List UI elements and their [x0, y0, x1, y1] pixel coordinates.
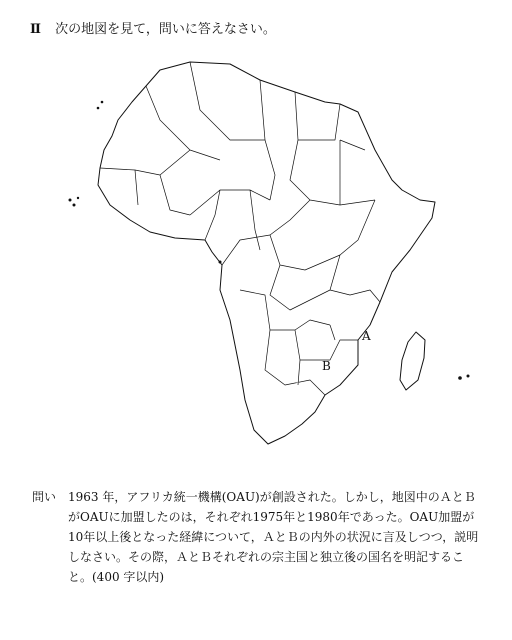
question-text: [68, 487, 482, 587]
question-line: がOAUに加盟したのは，それぞれ1975年と1980年であった。OAU加盟が: [68, 510, 475, 524]
question-line: 1963 年，アフリカ統一機構(OAU)が創設された。しかし，地図中のＡとＢ: [68, 490, 476, 504]
question-label: 問い: [32, 490, 57, 504]
island: [73, 204, 76, 207]
madagascar: [400, 332, 425, 390]
question-line: 10年以上後となった経緯について，ＡとＢの内外の状況に言及しつつ，説明: [68, 530, 479, 544]
africa-map: [40, 40, 480, 460]
section-heading: [30, 18, 276, 37]
island: [458, 376, 462, 380]
island: [219, 261, 222, 264]
island: [97, 107, 100, 110]
map-label-a: A: [362, 329, 371, 343]
section-number: Ⅱ: [30, 22, 41, 37]
island: [467, 375, 470, 378]
question-line: しなさい。その際，ＡとＢそれぞれの宗主国と独立後の国名を明記するこ: [68, 550, 465, 564]
africa-coastline: [98, 62, 435, 444]
question-line: と。(400 字以内): [68, 570, 165, 584]
country-borders: [100, 62, 380, 395]
question-block: [32, 487, 482, 587]
island: [77, 197, 79, 199]
section-instruction: 次の地図を見て，問いに答えなさい。: [55, 22, 276, 37]
island: [69, 199, 72, 202]
island: [101, 101, 104, 104]
map-label-b: B: [322, 359, 331, 373]
